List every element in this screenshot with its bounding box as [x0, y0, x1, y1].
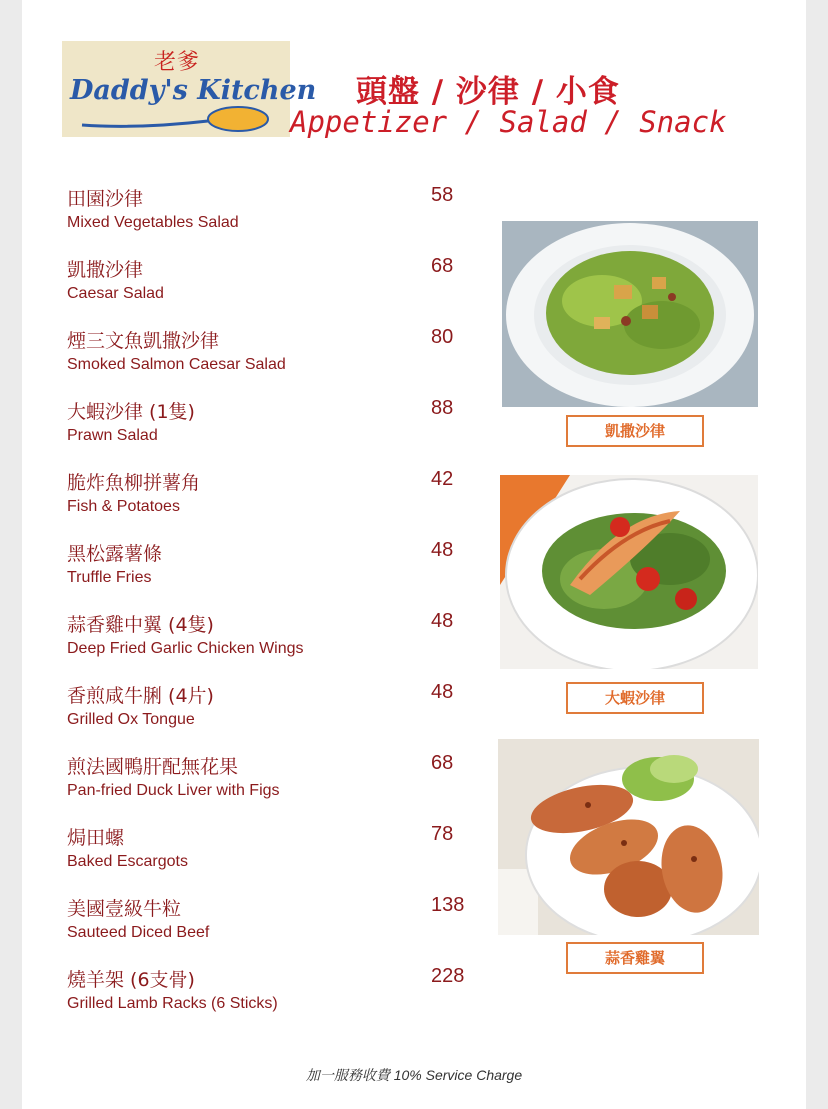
- spoon-icon: [78, 103, 278, 135]
- item-name-chinese: 香煎咸牛脷 (4片): [67, 685, 214, 707]
- item-price: 68: [431, 752, 454, 774]
- caesar-salad-photo: [502, 221, 758, 407]
- item-price: 80: [431, 326, 454, 348]
- menu-item: [67, 468, 487, 528]
- salad-plate-image: [502, 221, 758, 407]
- restaurant-logo: [62, 41, 317, 137]
- item-price: 228: [431, 965, 465, 987]
- section-title-chinese: 頭盤 / 沙律 / 小食: [356, 74, 620, 110]
- menu-item: [67, 823, 487, 883]
- item-name-english: Deep Fried Garlic Chicken Wings: [67, 640, 304, 657]
- menu-page: [22, 0, 806, 1109]
- item-price: 58: [431, 184, 454, 206]
- item-name-english: Caesar Salad: [67, 285, 164, 302]
- menu-item: [67, 539, 487, 599]
- menu-item: [67, 610, 487, 670]
- section-title-english: Appetizer / Salad / Snack: [290, 105, 727, 139]
- item-name-chinese: 美國壹級牛粒: [67, 898, 182, 920]
- item-price: 68: [431, 255, 454, 277]
- item-name-english: Sauteed Diced Beef: [67, 924, 210, 941]
- menu-item: [67, 397, 487, 457]
- prawn-plate-image: [500, 475, 758, 669]
- item-price: 48: [431, 539, 454, 561]
- item-name-english: Grilled Lamb Racks (6 Sticks): [67, 995, 278, 1012]
- item-name-english: Truffle Fries: [67, 569, 152, 586]
- item-name-english: Pan-fried Duck Liver with Figs: [67, 782, 280, 799]
- item-name-english: Mixed Vegetables Salad: [67, 214, 239, 231]
- chicken-wings-image: [498, 739, 759, 935]
- item-name-chinese: 蒜香雞中翼 (4隻): [67, 614, 214, 636]
- prawn-salad-photo: [500, 475, 758, 669]
- item-name-english: Fish & Potatoes: [67, 498, 180, 515]
- chicken-wings-caption: 蒜香雞翼: [566, 942, 704, 974]
- logo-english-text: Daddy's Kitchen: [70, 75, 317, 106]
- item-name-chinese: 焗田螺: [67, 827, 125, 849]
- chicken-wings-photo: [498, 739, 759, 935]
- item-name-chinese: 脆炸魚柳拼薯角: [67, 472, 201, 494]
- item-name-english: Prawn Salad: [67, 427, 158, 444]
- caesar-salad-caption: 凱撒沙律: [566, 415, 704, 447]
- item-price: 42: [431, 468, 454, 490]
- item-price: 138: [431, 894, 465, 916]
- item-price: 78: [431, 823, 454, 845]
- menu-item: [67, 965, 487, 1025]
- item-price: 48: [431, 610, 454, 632]
- prawn-salad-caption: 大蝦沙律: [566, 682, 704, 714]
- item-name-chinese: 燒羊架 (6支骨): [67, 969, 195, 991]
- menu-item: [67, 752, 487, 812]
- service-charge-note: 加一服務收費 10% Service Charge: [305, 1067, 523, 1083]
- item-name-chinese: 煙三文魚凱撒沙律: [67, 330, 220, 352]
- menu-item: [67, 255, 487, 315]
- logo-chinese-text: 老爹: [154, 50, 201, 75]
- item-name-english: Smoked Salmon Caesar Salad: [67, 356, 286, 373]
- item-name-chinese: 黑松露薯條: [67, 543, 163, 565]
- item-price: 88: [431, 397, 454, 419]
- item-name-chinese: 田園沙律: [67, 188, 144, 210]
- item-price: 48: [431, 681, 454, 703]
- item-name-english: Grilled Ox Tongue: [67, 711, 195, 728]
- menu-item: [67, 326, 487, 386]
- item-name-chinese: 凱撒沙律: [67, 259, 144, 281]
- menu-item: [67, 681, 487, 741]
- item-name-chinese: 煎法國鴨肝配無花果: [67, 756, 239, 778]
- menu-item: [67, 894, 487, 954]
- item-name-chinese: 大蝦沙律 (1隻): [67, 401, 195, 423]
- item-name-english: Baked Escargots: [67, 853, 188, 870]
- menu-item: [67, 184, 487, 244]
